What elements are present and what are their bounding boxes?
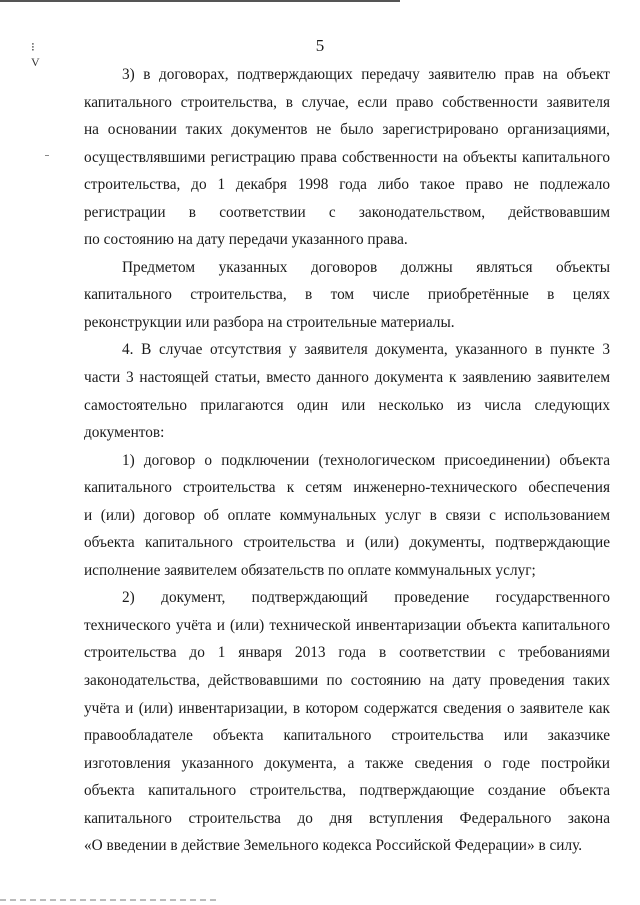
scan-bottom-edge: [0, 899, 220, 901]
scan-top-edge: [0, 0, 400, 2]
text-line: Предметом указанных договоров должны являться объекты: [122, 258, 610, 276]
text-line: строительства до 1 января 2013 года в соответствии с требованиями: [84, 644, 610, 662]
text-line: объекта капитального строительства и (или) документы, подтверждающие: [84, 534, 610, 552]
text-line: капитального строительства, в случае, если право собственности заявителя: [84, 93, 610, 111]
page-number: 5: [315, 36, 325, 55]
text-line: капитального строительства к сетям инженерно-технического обеспечения: [84, 479, 610, 497]
text-line: «О введении в действие Земельного кодекса Российской Федерации» в силу.: [84, 837, 583, 855]
text-line: законодательства, действовавшими по состоянию на дату проведения таких: [84, 672, 610, 690]
paragraph: [84, 61, 610, 254]
paragraph: [84, 254, 610, 337]
text-line: изготовления указанного документа, а также сведения о годе постройки: [84, 754, 610, 772]
text-line: строительства, до 1 декабря 1998 года либо такое право не подлежало: [84, 176, 610, 194]
text-line: правообладателе объекта капитального строительства или заказчике: [84, 727, 610, 745]
text-line: и (или) договор об оплате коммунальных услуг в связи с использованием: [84, 506, 610, 524]
text-line: по состоянию на дату передачи указанного права.: [84, 231, 408, 249]
text-line: 3) в договорах, подтверждающих передачу заявителю прав на объект: [122, 66, 610, 83]
text-line: 2) документ, подтверждающий проведение государственного: [122, 589, 610, 607]
text-line: капитального строительства, в том числе приобретённые в целях: [84, 286, 610, 304]
margin-dash-mark: [45, 155, 49, 156]
text-line: учёта и (или) инвентаризации, в котором содержатся сведения о заявителе как: [84, 699, 610, 717]
text-line: 4. В случае отсутствия у заявителя документа, указанного в пункте 3: [122, 341, 610, 359]
document-body: [84, 61, 610, 860]
text-line: документов:: [84, 424, 165, 442]
text-line: самостоятельно прилагаются один или несколько из числа следующих: [84, 396, 610, 414]
text-line: регистрации в соответствии с законодательством, действовавшим: [84, 203, 610, 221]
paragraph: [84, 336, 610, 446]
text-line: капитального строительства до дня вступления Федерального закона: [84, 809, 610, 827]
text-line: исполнение заявителем обязательств по оплате коммунальных услуг;: [84, 561, 536, 579]
text-line: на основании таких документов не было зарегистрировано организациями,: [84, 121, 610, 139]
text-line: реконструкции или разбора на строительные материалы.: [84, 313, 455, 331]
text-line: технического учёта и (или) технической инвентаризации объекта капитального: [84, 616, 610, 634]
text-line: объекта капитального строительства, подтверждающие создание объекта: [84, 782, 610, 800]
margin-handwritten-mark: ⁝ V: [31, 40, 40, 69]
text-line: части 3 настоящей статьи, вместо данного документа к заявлению заявителем: [84, 369, 610, 387]
text-line: осуществлявшими регистрацию права собственности на объекты капитального: [84, 148, 610, 166]
paragraph: [84, 447, 610, 585]
paragraph: [84, 584, 610, 859]
text-line: 1) договор о подключении (технологическом присоединении) объекта: [122, 451, 610, 469]
